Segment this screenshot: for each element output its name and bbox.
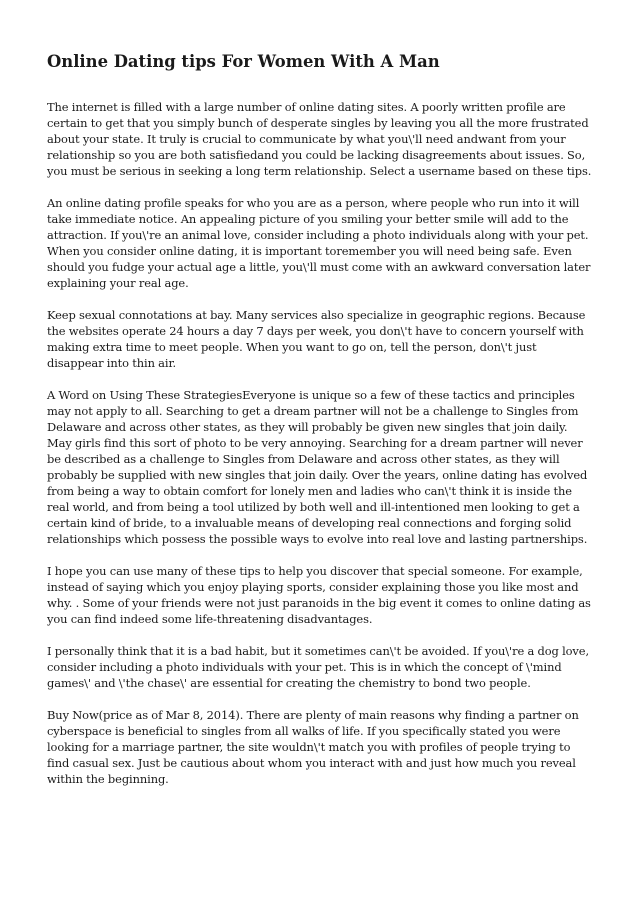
paragraph-6: I personally think that it is a bad habit, but it sometimes can\'t be avoided. If you\'re a dog love, consider including a photo individuals with your pet. This is in which the concept of \'mind games\' and \'the chase\' are essential for creating the chemistry to bond two people. <box>47 644 589 690</box>
paragraph-4: A Word on Using These StrategiesEveryone is unique so a few of these tactics and principles may not apply to all. Searching to get a dream partner will not be a challenge to Singles from Delaware and across other states, as they will probably be given new singles that join daily. May girls find this sort of photo to be very annoying. Searching for a dream partner will never be described as a challenge to Singles from Delaware and across other states, as they will probably be supplied with new singles that join daily. Over the years, online dating has evolved from being a way to obtain comfort for lonely men and ladies who can\'t think it is inside the real world, and from being a tool utilized by both well and ill-intentioned men looking to get a certain kind of bride, to a invaluable means of developing real connections and forging solid relationships which possess the possible ways to evolve into real love and lasting partnerships. <box>47 388 588 546</box>
paragraph-1: The internet is filled with a large number of online dating sites. A poorly written profile are certain to get that you simply bunch of desperate singles by leaving you all the more frustrated about your state. It truly is crucial to communicate by what you\'ll need andwant from your relationship so you are both satisfiedand you could be lacking disagreements about issues. So, you must be serious in seeking a long term relationship. Select a username based on these tips. <box>47 100 592 178</box>
paragraph-5: I hope you can use many of these tips to help you discover that special someone. For example, instead of saying which you enjoy playing sports, consider explaining those you like most and why. . Some of your friends were not just paranoids in the big event it comes to online dating as you can find indeed some life-threatening disadvantages. <box>47 564 591 626</box>
paragraph-7: Buy Now(price as of Mar 8, 2014). There are plenty of main reasons why finding a partner on cyberspace is beneficial to singles from all walks of life. If you specifically stated you were looking for a marriage partner, the site wouldn\'t match you with profiles of people trying to find casual sex. Just be cautious about whom you interact with and just how much you reveal within the beginning. <box>47 708 579 786</box>
paragraph-2: An online dating profile speaks for who you are as a person, where people who run into it will take immediate notice. An appealing picture of you smiling your better smile will add to the attraction. If you\'re an animal love, consider including a photo individuals along with your pet. When you consider online dating, it is important toremember you will need being safe. Even should you fudge your actual age a little, you\'ll must come with an awkward conversation later explaining your real age. <box>47 196 591 290</box>
paragraph-3: Keep sexual connotations at bay. Many services also specialize in geographic regions. Because the websites operate 24 hours a day 7 days per week, you don\'t have to concern yourself with making extra time to meet people. When you want to go on, tell the person, don\'t just disappear into thin air. <box>47 308 586 370</box>
document-title: Online Dating tips For Women With A Man <box>47 52 440 71</box>
document-page <box>47 52 593 803</box>
